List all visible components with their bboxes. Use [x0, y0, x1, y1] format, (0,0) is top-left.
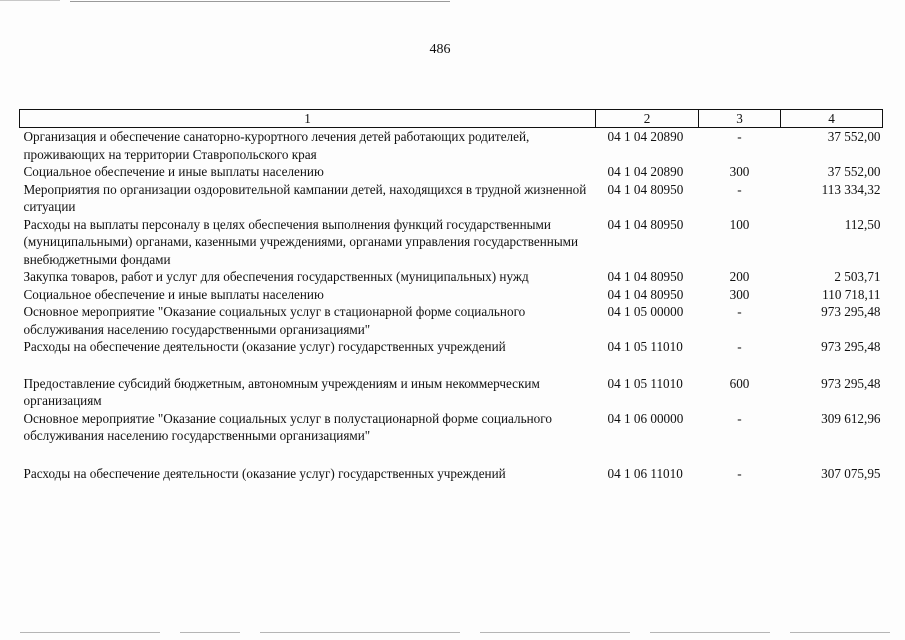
row-vr: -: [737, 410, 742, 426]
row-name: Закупка товаров, работ и услуг для обеспечения государственных (муниципальных) нужд: [23, 269, 529, 284]
page-number: 486: [429, 42, 451, 57]
table-row: [20, 163, 883, 181]
row-amount: 973 295,48: [821, 375, 881, 391]
table-row: [20, 128, 883, 164]
table-row: [20, 338, 883, 375]
row-vr: 300: [729, 286, 750, 302]
row-amount: 307 075,95: [821, 465, 881, 481]
row-code: 04 1 04 20890: [607, 129, 684, 144]
table-row: [20, 303, 883, 338]
table-row: [20, 465, 883, 483]
row-name: Предоставление субсидий бюджетным, автономным учреждениям и иным некоммерческим организациям: [23, 375, 540, 408]
header-col-4: 4: [781, 110, 883, 128]
table-row: [20, 216, 883, 269]
table-row: [20, 268, 883, 286]
row-amount: 37 552,00: [827, 164, 881, 179]
scan-edge-top: [0, 0, 905, 4]
row-vr: -: [737, 339, 742, 354]
row-vr: -: [737, 465, 742, 481]
row-amount: 973 295,48: [821, 304, 881, 319]
table-row: [20, 181, 883, 216]
row-vr: 300: [729, 164, 750, 179]
row-amount: 110 718,11: [822, 286, 881, 302]
row-code: 04 1 05 11010: [607, 375, 683, 391]
scan-edge-bottom: [0, 630, 905, 636]
row-vr: 600: [729, 375, 750, 391]
row-amount: 309 612,96: [821, 410, 881, 426]
row-name: Расходы на обеспечение деятельности (оказание услуг) государственных учреждений: [23, 465, 506, 481]
table-row: [20, 286, 883, 304]
table-row: [20, 410, 883, 465]
header-row: [20, 110, 883, 128]
row-amount: 112,50: [844, 216, 881, 232]
table-row: [20, 375, 883, 410]
row-name: Расходы на обеспечение деятельности (оказание услуг) государственных учреждений: [23, 339, 506, 354]
row-vr: -: [737, 304, 742, 319]
row-vr: 200: [729, 269, 750, 284]
row-amount: 113 334,32: [821, 181, 881, 197]
row-name: Организация и обеспечение санаторно-курортного лечения детей работающих родителей, проживающих на территории Ставропольского края: [23, 129, 530, 162]
row-code: 04 1 04 20890: [607, 164, 684, 179]
row-name: Основное мероприятие "Оказание социальных услуг в стационарной форме социального обслуживания населению государственными организациями": [23, 304, 526, 337]
row-amount: 973 295,48: [821, 339, 881, 354]
row-amount: 2 503,71: [834, 269, 881, 284]
budget-table: [19, 109, 883, 482]
header-col-3: 3: [699, 110, 781, 128]
row-code: 04 1 04 80950: [607, 269, 684, 284]
row-vr: 100: [729, 216, 750, 232]
row-code: 04 1 05 11010: [607, 339, 683, 354]
row-vr: -: [737, 181, 742, 197]
row-code: 04 1 05 00000: [607, 304, 684, 319]
row-vr: -: [737, 129, 742, 144]
row-name: Мероприятия по организации оздоровительной кампании детей, находящихся в трудной жизненной ситуации: [23, 181, 587, 214]
row-name: Социальное обеспечение и иные выплаты населению: [23, 164, 324, 179]
row-amount: 37 552,00: [827, 129, 881, 144]
row-name: Расходы на выплаты персоналу в целях обеспечения выполнения функций государственными (муниципальными) органами, казенными учреждениями, органами управления государственными внебюджетными фондами: [23, 216, 579, 267]
row-code: 04 1 06 11010: [607, 465, 683, 481]
table-body: [20, 128, 883, 483]
row-code: 04 1 04 80950: [607, 216, 684, 232]
header-col-2: 2: [596, 110, 699, 128]
row-code: 04 1 04 80950: [607, 286, 684, 302]
row-name: Основное мероприятие "Оказание социальных услуг в полустационарной форме социального обслуживания населению государственными организациями": [23, 410, 552, 443]
row-code: 04 1 06 00000: [607, 410, 684, 426]
row-name: Социальное обеспечение и иные выплаты населению: [23, 286, 324, 302]
header-col-1: 1: [20, 110, 596, 128]
table-header: [20, 110, 883, 128]
row-code: 04 1 04 80950: [607, 181, 684, 197]
